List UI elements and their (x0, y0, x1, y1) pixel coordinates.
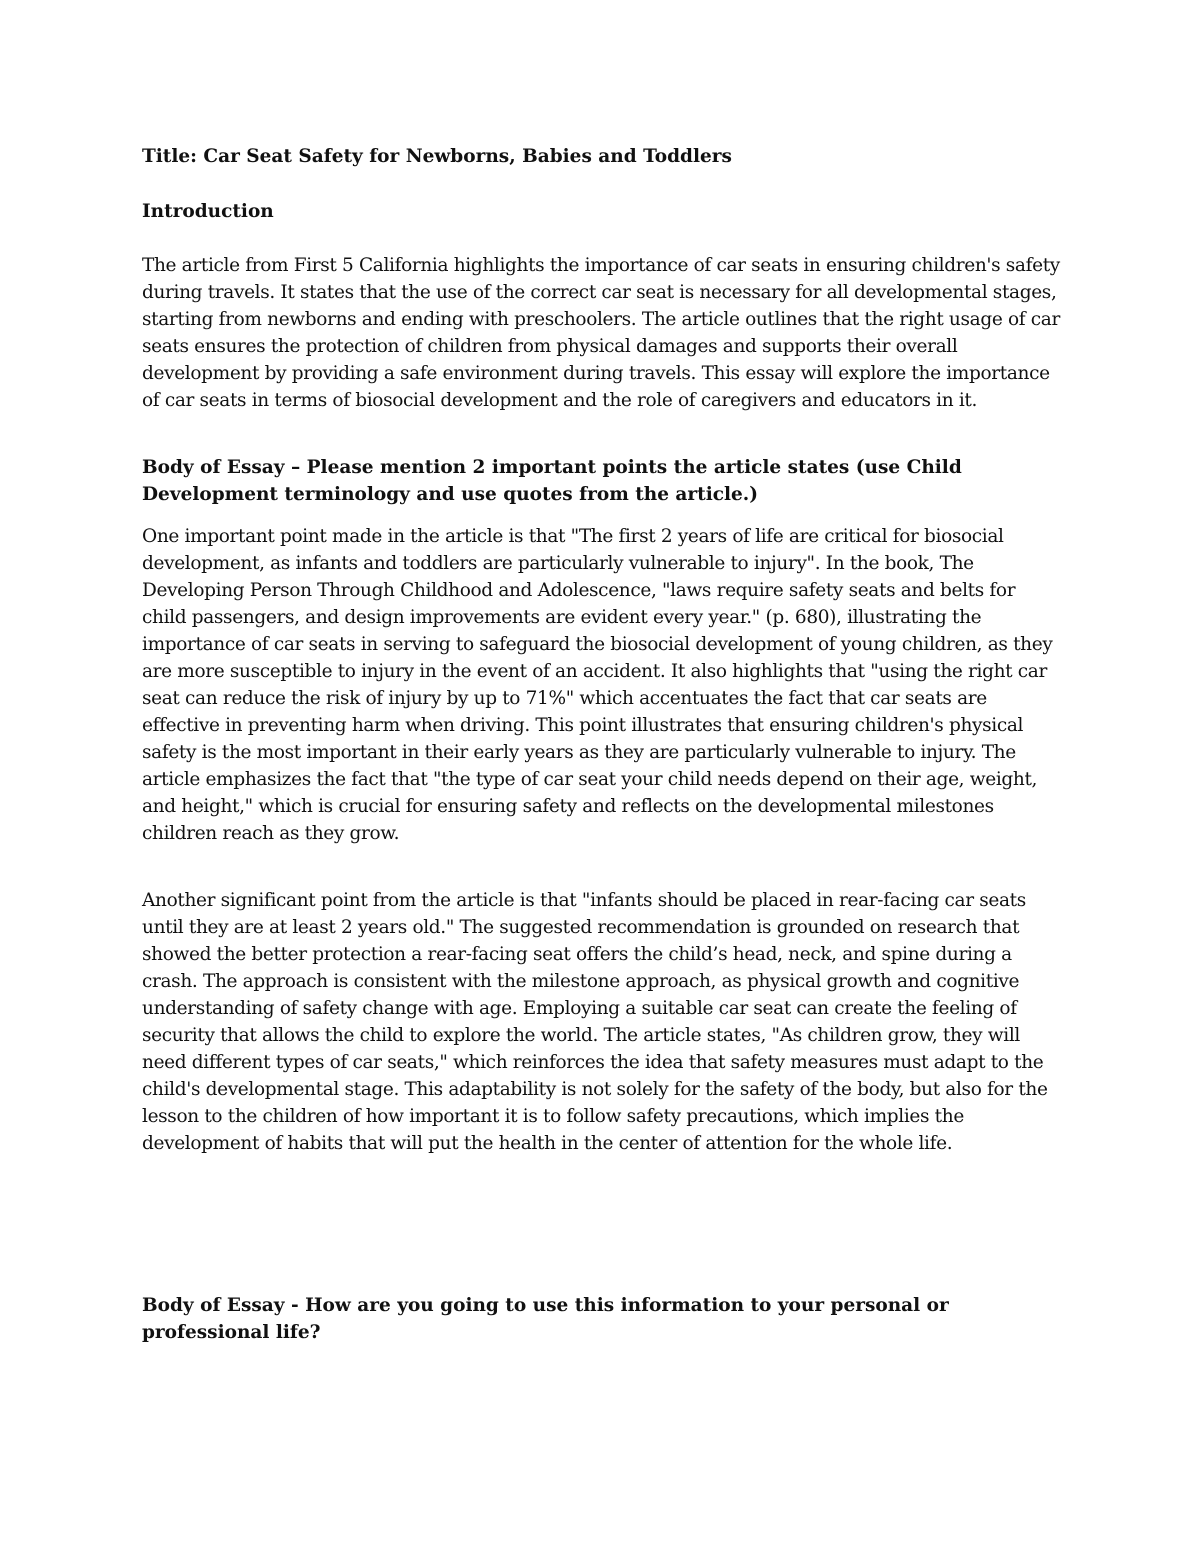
heading-introduction: Introduction (142, 201, 274, 222)
body-paragraph-second-point: Another significant point from the article is that "infants should be placed in rear-facing car seats until they are at least 2 years old." The suggested recommendation is grounded on research that showed the better protection a rear-facing seat offers the child’s head, neck, and spine during a crash. The approach is consistent with the milestone approach, as physical growth and cognitive understanding of safety change with age. Employing a suitable car seat can create the feeling of security that allows the child to explore the world. The article states, "As children grow, they will need different types of car seats," which reinforces the idea that safety measures must adapt to the child's developmental stage. This adaptability is not solely for the safety of the body, but also for the lesson to the children of how important it is to follow safety precautions, which implies the development of habits that will put the health in the center of attention for the whole life. (142, 890, 1048, 1154)
document-content (142, 143, 1062, 1346)
body-paragraph-first-point: One important point made in the article is that "The first 2 years of life are critical for biosocial development, as infants and toddlers are particularly vulnerable to injury". In the book, The Developing Person Through Childhood and Adolescence, "laws require safety seats and belts for child passengers, and design improvements are evident every year." (p. 680), illustrating the importance of car seats in serving to safeguard the biosocial development of young children, as they are more susceptible to injury in the event of an accident. It also highlights that "using the right car seat can reduce the risk of injury by up to 71%" which accentuates the fact that car seats are effective in preventing harm when driving. This point illustrates that ensuring children's physical safety is the most important in their early years as they are particularly vulnerable to injury. The article emphasizes the fact that "the type of car seat your child needs depend on their age, weight, and height," which is crucial for ensuring safety and reflects on the developmental milestones children reach as they grow. (142, 526, 1053, 844)
heading-body-important-points: Body of Essay – Please mention 2 important points the article states (use Child Development terminology and use quotes from the article.) (142, 457, 962, 505)
introduction-paragraph: The article from First 5 California highlights the importance of car seats in ensuring children's safety during travels. It states that the use of the correct car seat is necessary for all developmental stages, starting from newborns and ending with preschoolers. The article outlines that the right usage of car seats ensures the protection of children from physical damages and supports their overall development by providing a safe environment during travels. This essay will explore the importance of car seats in terms of biosocial development and the role of caregivers and educators in it. (142, 255, 1060, 411)
document-title: Title: Car Seat Safety for Newborns, Babies and Toddlers (142, 146, 732, 167)
heading-body-personal-use: Body of Essay - How are you going to use this information to your personal or professional life? (142, 1295, 949, 1343)
